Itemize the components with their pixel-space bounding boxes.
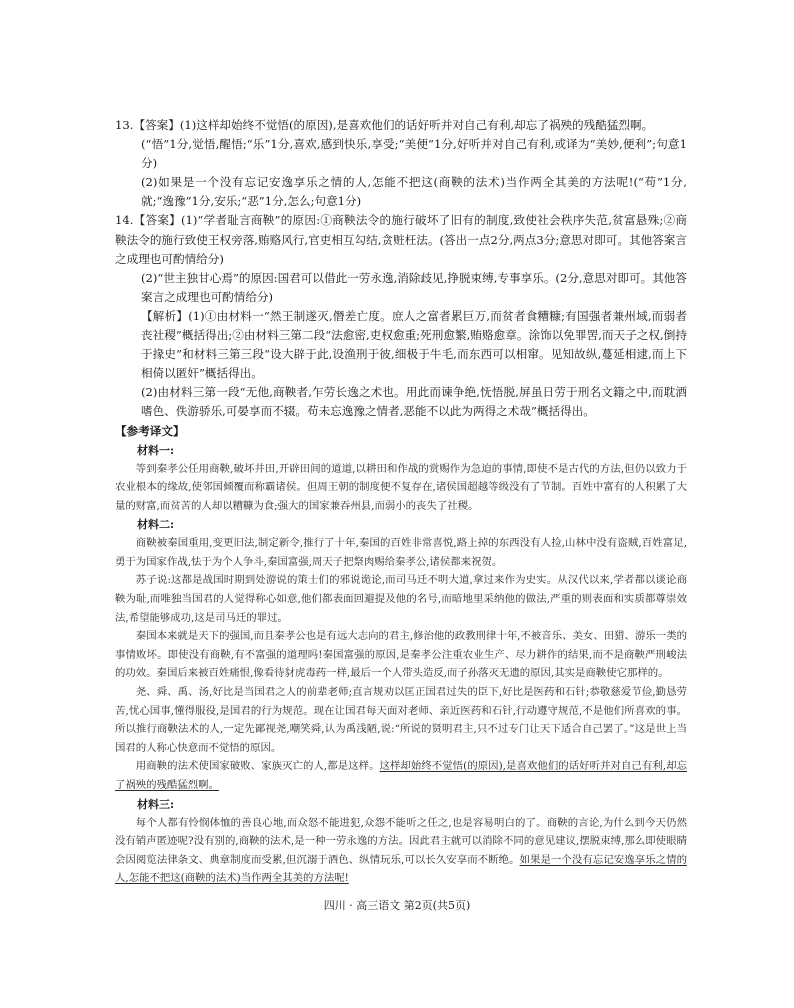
- material-1-title: 材料一:: [137, 443, 175, 457]
- answer-14-part2: (2)“世主独甘心焉”的原因:国君可以借此一劳永逸,消除歧见,挣脱束缚,专事享乐。(2分,意思对即可。其他答案言之成理也可酌情给分): [141, 270, 687, 304]
- material-2-para-2: 苏子说:这都是战国时期到处游说的策士们的邪说诡论,而司马迁不明大道,拿过来作为史实。从汉代以来,学者都以谈论商鞅为耻,而唯独当国君的人觉得称心如意,他们都表面回避提及他的名号,而暗地里采纳他的做法,严重的则表面和实质都尊崇效法,希望能够成功,这是司马迁的罪过。: [115, 574, 687, 624]
- material-3-para-text: 每个人都有怜悯体恤的善良心地,而众怒不能进犯,众怨不能听之任之,也是容易明白的了。商鞅的言论,为什么到今天仍然没有销声匿迹呢?没有别的,商鞅的法术,是一种一劳永逸的方法。因此君主就可以消除不同的意见建议,摆脱束缚,那么即使眼睛会因阅览法律条文、典章制度而受累,但沉溺于酒色、纵情玩乐,可以长久安享而不断绝。: [115, 816, 687, 866]
- material-2-para-1: 商鞅被秦国重用,变更旧法,制定新令,推行了十年,秦国的百姓非常喜悦,路上掉的东西没有人捡,山林中没有盗贼,百姓富足,勇于为国家作战,怯于为个人争斗,秦国富强,周天子把祭肉赐给秦孝公,诸侯都来祝贺。: [115, 537, 687, 568]
- material-2-para-4: 尧、舜、禹、汤,好比是当国君之人的前辈老师;直言规劝以匡正国君过失的臣下,好比是医药和石针;恭敬慈爱节俭,勤恳劳苦,忧心国事,懂得服役,是国君的行为规范。现在让国君每天面对老师、亲近医药和石针,行动遵守规范,不是他们所喜欢的事。所以推行商鞅法术的人,一定先鄙视尧,嘲笑舜,认为禹浅陋,说:“所说的贤明君主,只不过专门让天下适合自己罢了。”这是世上当国君的人称心快意而不觉悟的原因。: [115, 686, 687, 754]
- material-1-para: 等到秦孝公任用商鞅,破坏井田,开辟田间的道道,以耕田和作战的赏赐作为急迫的事情,即使不是古代的方法,但仍以致力于农业根本的缘故,使邻国倾覆而称霸诸侯。但周王朝的制度便不复存在,诸侯国超越等级没有了节制。百姓中富有的人积累了大量的财富,而贫苦的人却以糟糠为食;强大的国家兼吞州县,而弱小的丧失了社稷。: [115, 462, 687, 512]
- page-content: [115, 116, 687, 888]
- material-2-para-5-text: 用商鞅的法术使国家破败、家族灭亡的人,都是这样。: [135, 760, 380, 773]
- analysis-part2: (2)由材料三第一段“无他,商鞅者,乍劳长逸之术也。用此而谏争绝,怃悟脱,屏虽日劳于刑名文籍之中,而耽酒嗜色、佚游骄乐,可晏享而不辍。苟未忘逸豫之情者,恶能不以此为两得之术哉”概括得出。: [141, 385, 687, 419]
- answer-13-scoring: (“悟”1分,觉悟,醒悟;“乐”1分,喜欢,感到快乐,享受;“美便”1分,好听并对自己有利,或译为“美妙,便利”;句意1分): [141, 137, 687, 171]
- material-3-title: 材料三:: [137, 797, 175, 811]
- analysis-part1: 【解析】(1)①由材料一“然王制遂灭,僭差亡度。庶人之富者累巨万,而贫者食糟糠;有国强者兼州域,而弱者丧社稷”概括得出;②由材料三第二段“法愈密,吏权愈重;死刑愈繁,贿赂愈章。涂饰以免罪罟,而天子之权,倒持于掾史”和材料三第三段“设大辟于此,设渔刑于彼,细极于牛毛,而东西可以相窜。见知故纵,蔓延相逮,而上下相倚以匿奸”概括得出。: [141, 308, 687, 381]
- answer-13-main: 13.【答案】(1)这样却始终不觉悟(的原因),是喜欢他们的话好听并对自己有利,却忘了祸殃的残酷猛烈啊。: [115, 118, 654, 132]
- material-2-para-3: 秦国本来就是天下的强国,而且秦孝公也是有远大志向的君主,修治他的政教刑律十年,不被音乐、美女、田猎、游乐一类的事情败坏。即使没有商鞅,有不富强的道理吗!秦国富强的原因,是秦孝公注重农业生产、尽力耕作的结果,而不是商鞅严刑峻法的功效。秦国后来被百姓痛恨,像看待豺虎毒药一样,最后一个人带头造反,而子孙落灭无遗的原因,其实是商鞅使它那样的。: [115, 630, 687, 680]
- translation-heading: 【参考译文】: [115, 423, 185, 438]
- answer-13-part2: (2)如果是一个没有忘记安逸享乐之情的人,怎能不把这(商鞅的法术)当作两全其美的方法呢!(“苟”1分,就;“逸豫”1分,安乐;“恶”1分,怎么;句意1分): [141, 175, 687, 209]
- material-2-title: 材料二:: [137, 518, 175, 532]
- page-footer: 四川 · 高三语文 第2页(共5页): [323, 899, 471, 912]
- material-3-para: [115, 814, 687, 888]
- material-3-para-underlined: 如果是一个没有忘记安逸享乐之情的人,怎能不把这(商鞅的法术)当作两全其美的方法呢!: [115, 853, 687, 885]
- material-2-para-5: [115, 757, 687, 794]
- material-2-para-5-underlined: 这样却始终不觉悟(的原因),是喜欢他们的话好听并对自己有利,却忘了祸殃的残酷猛烈啊。: [115, 760, 687, 791]
- answer-14-main: 14.【答案】(1)“学者耻言商鞅”的原因:①商鞅法令的施行破坏了旧有的制度,致使社会秩序失范,贫富悬殊;②商鞅法令的施行致使王权旁落,贿赂风行,官吏相互勾结,贪赃枉法。(答出一点2分,两点3分;意思对即可。其他答案言之成理也可酌情给分): [115, 213, 687, 266]
